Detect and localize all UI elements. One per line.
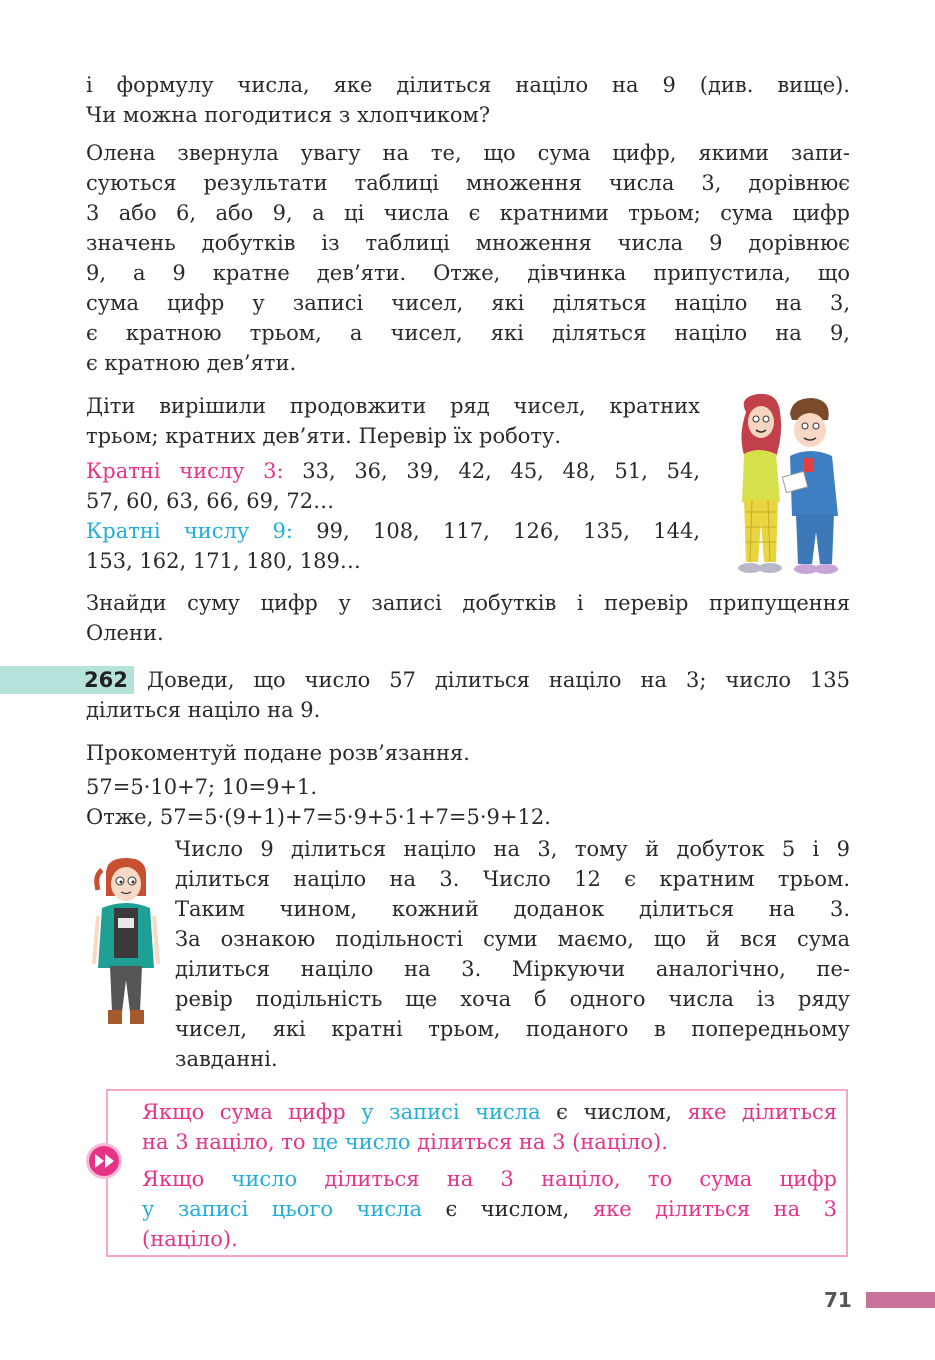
- rule-text-cyan: у записі числа: [361, 1100, 541, 1124]
- text-line: Чи можна погодитися з хлопчиком?: [86, 103, 491, 127]
- multiples-of-three-line: [86, 456, 700, 486]
- text-line: Діти вирішили продовжити ряд чисел, кратних: [86, 394, 700, 418]
- rule-text-plain: є числом,: [421, 1197, 593, 1221]
- text-line: є кратною трьом, а чисел, які діляться націло на 9,: [86, 321, 850, 345]
- text-line: чисел, які кратні трьом, поданого в попередньому: [175, 1017, 850, 1041]
- paragraph-olena: [86, 138, 850, 378]
- solution-equations: [86, 772, 850, 832]
- page-number: 71: [824, 1288, 852, 1312]
- task-statement: [147, 665, 850, 695]
- rule-text-pink: Якщо: [142, 1167, 232, 1191]
- rule-text-pink: яке ділиться на 3: [592, 1197, 837, 1221]
- text-line: Олени.: [86, 621, 164, 645]
- equation-1: 57=5·10+7; 10=9+1.: [86, 775, 318, 799]
- text-line: Таким чином, кожний доданок ділиться на 3.: [175, 897, 850, 921]
- equation-2: Отже, 57=5·(9+1)+7=5·9+5·1+7=5·9+12.: [86, 805, 551, 829]
- text-line: є кратною дев’яти.: [86, 351, 297, 375]
- text-line: 3 або 6, або 9, а ці числа є кратними трьом; сума цифр: [86, 201, 850, 225]
- fast-forward-icon: [86, 1143, 122, 1179]
- rule-text-pink: яке ділиться: [687, 1100, 838, 1124]
- rule-text-cyan: це число: [312, 1130, 411, 1154]
- rule-text-plain: є числом,: [540, 1100, 688, 1124]
- multiples-of-nine-label: Кратні числу 9:: [86, 519, 293, 543]
- rule-text-cyan: число: [231, 1167, 298, 1191]
- text-line: ділиться націло на 3. Міркуючи аналогічно, пе-: [175, 957, 850, 981]
- rule-text-pink: (націло).: [142, 1227, 238, 1251]
- multiples-of-three-label: Кратні числу 3:: [86, 459, 284, 483]
- solution-intro: [86, 738, 850, 768]
- paragraph-find: [86, 588, 850, 648]
- text-line: суються результати таблиці множення числа 3, дорівнює: [86, 171, 850, 195]
- page-number-bar: [866, 1292, 935, 1308]
- task-line: ділиться націло на 9.: [86, 698, 321, 722]
- rule-2-line-3: [142, 1224, 837, 1254]
- rule-text-pink: ділиться на 3 (націло).: [410, 1130, 668, 1154]
- paragraph-kids: [86, 391, 700, 451]
- text-line: Число 9 ділиться націло на 3, тому й добуток 5 і 9: [175, 837, 850, 861]
- girl-illustration: [92, 856, 160, 1030]
- rule-text-pink: на 3 націло, то: [142, 1130, 313, 1154]
- text-line: За ознакою подільності суми маємо, що й вся сума: [175, 927, 850, 951]
- rule-1-line-1: [142, 1097, 837, 1127]
- text-line: і формулу числа, яке ділиться націло на 9 (див. вище).: [86, 73, 850, 97]
- text-line: завданні.: [175, 1047, 278, 1071]
- text-line: Олена звернула увагу на те, що сума цифр, якими запи-: [86, 141, 850, 165]
- text-line: значень добутків із таблиці множення числа 9 дорівнює: [86, 231, 850, 255]
- paragraph-intro: [86, 70, 850, 130]
- multiples-of-nine-values-cont: 153, 162, 171, 180, 189…: [86, 549, 361, 573]
- solution-explanation: [175, 834, 850, 1074]
- rule-1-line-2: [142, 1127, 837, 1157]
- kids-illustration: [728, 392, 852, 578]
- text-line: ревір подільність ще хоча б одного числа із ряду: [175, 987, 850, 1011]
- rule-2-line-2: [142, 1194, 837, 1224]
- multiples-of-three-values-cont: 57, 60, 63, 66, 69, 72…: [86, 489, 335, 513]
- task-number: 262: [84, 668, 128, 692]
- multiples-list: [86, 456, 700, 576]
- rule-2-line-1: [142, 1164, 837, 1194]
- text-line: Знайди суму цифр у записі добутків і перевір припущення: [86, 591, 850, 615]
- rule-2: [142, 1164, 837, 1254]
- rule-text-pink: Якщо сума цифр: [142, 1100, 362, 1124]
- multiples-of-three-values: 33, 36, 39, 42, 45, 48, 51, 54,: [283, 459, 701, 483]
- task-statement-cont: [86, 695, 850, 725]
- multiples-of-nine-values: 99, 108, 117, 126, 135, 144,: [292, 519, 700, 543]
- rule-1: [142, 1097, 837, 1157]
- rule-text-cyan: у записі цього числа: [142, 1197, 422, 1221]
- text-line: ділиться націло на 3. Число 12 є кратним трьом.: [175, 867, 850, 891]
- rule-text-pink: ділиться на 3 націло, то сума цифр: [297, 1167, 837, 1191]
- solution-intro-text: Прокоментуй подане розв’язання.: [86, 741, 470, 765]
- text-line: 9, а 9 кратне дев’яти. Отже, дівчинка припустила, що: [86, 261, 850, 285]
- task-line: Доведи, що число 57 ділиться націло на 3; число 135: [147, 668, 850, 692]
- multiples-of-nine-line: [86, 516, 700, 546]
- text-line: сума цифр у записі чисел, які діляться націло на 3,: [86, 291, 850, 315]
- text-line: трьом; кратних дев’яти. Перевір їх роботу.: [86, 424, 562, 448]
